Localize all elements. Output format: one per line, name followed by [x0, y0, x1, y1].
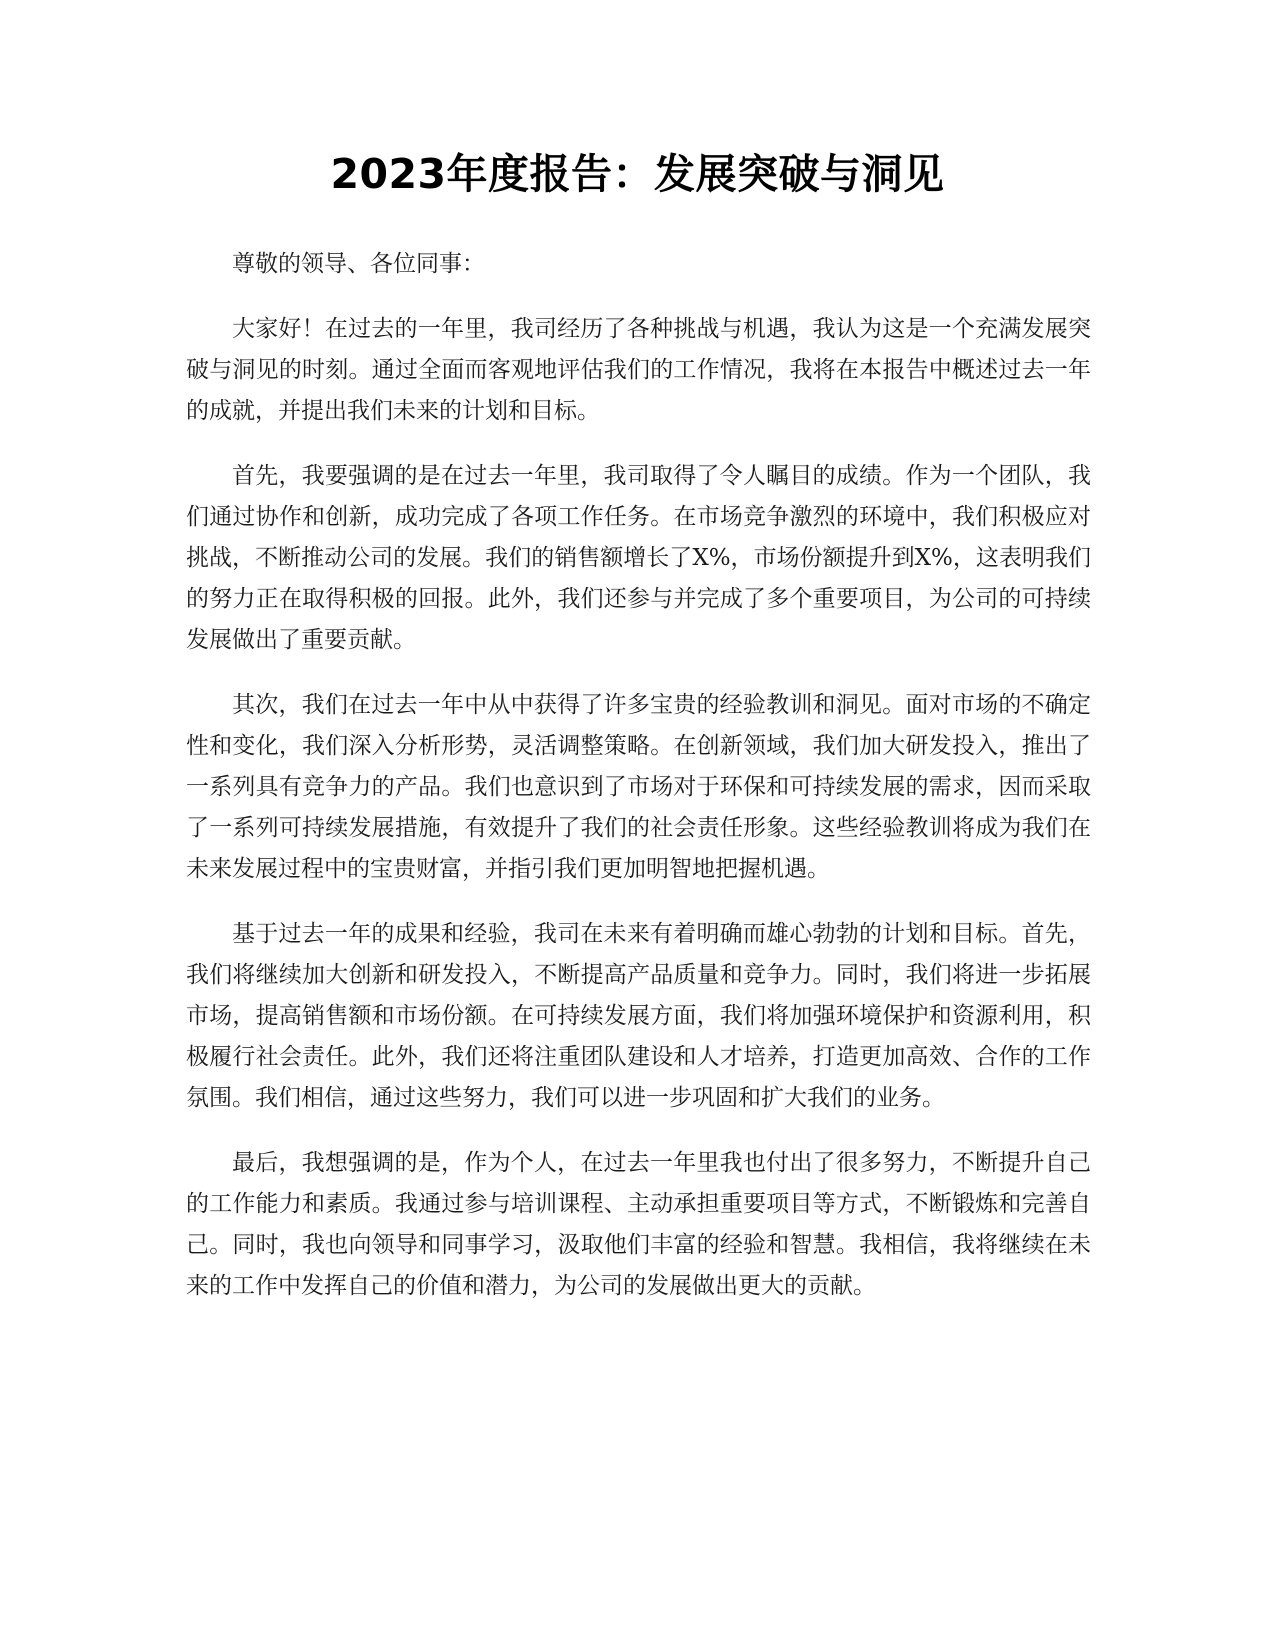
document-body: [186, 244, 1091, 1331]
paragraph-lessons: 其次，我们在过去一年中从中获得了许多宝贵的经验教训和洞见。面对市场的不确定性和变化，我们深入分析形势，灵活调整策略。在创新领域，我们加大研发投入，推出了一系列具有竞争力的产品。我们也意识到了市场对于环保和可持续发展的需求，因而采取了一系列可持续发展措施，有效提升了我们的社会责任形象。这些经验教训将成为我们在未来发展过程中的宝贵财富，并指引我们更加明智地把握机遇。: [186, 692, 1091, 882]
paragraph-achievements: 首先，我要强调的是在过去一年里，我司取得了令人瞩目的成绩。作为一个团队，我们通过协作和创新，成功完成了各项工作任务。在市场竞争激烈的环境中，我们积极应对挑战，不断推动公司的发展。我们的销售额增长了X%，市场份额提升到X%，这表明我们的努力正在取得积极的回报。此外，我们还参与并完成了多个重要项目，为公司的可持续发展做出了重要贡献。: [186, 463, 1091, 653]
salutation: 尊敬的领导、各位同事：: [232, 251, 485, 277]
paragraph-intro: 大家好！在过去的一年里，我司经历了各种挑战与机遇，我认为这是一个充满发展突破与洞见的时刻。通过全面而客观地评估我们的工作情况，我将在本报告中概述过去一年的成就，并提出我们未来的计划和目标。: [186, 316, 1091, 424]
document-title: 2023年度报告：发展突破与洞见: [330, 150, 945, 198]
paragraph-plans: 基于过去一年的成果和经验，我司在未来有着明确而雄心勃勃的计划和目标。首先，我们将继续加大创新和研发投入，不断提高产品质量和竞争力。同时，我们将进一步拓展市场，提高销售额和市场份额。在可持续发展方面，我们将加强环境保护和资源利用，积极履行社会责任。此外，我们还将注重团队建设和人才培养，打造更加高效、合作的工作氛围。我们相信，通过这些努力，我们可以进一步巩固和扩大我们的业务。: [186, 921, 1091, 1111]
paragraph-personal: 最后，我想强调的是，作为个人，在过去一年里我也付出了很多努力，不断提升自己的工作能力和素质。我通过参与培训课程、主动承担重要项目等方式，不断锻炼和完善自己。同时，我也向领导和同事学习，汲取他们丰富的经验和智慧。我相信，我将继续在未来的工作中发挥自己的价值和潜力，为公司的发展做出更大的贡献。: [186, 1150, 1091, 1299]
